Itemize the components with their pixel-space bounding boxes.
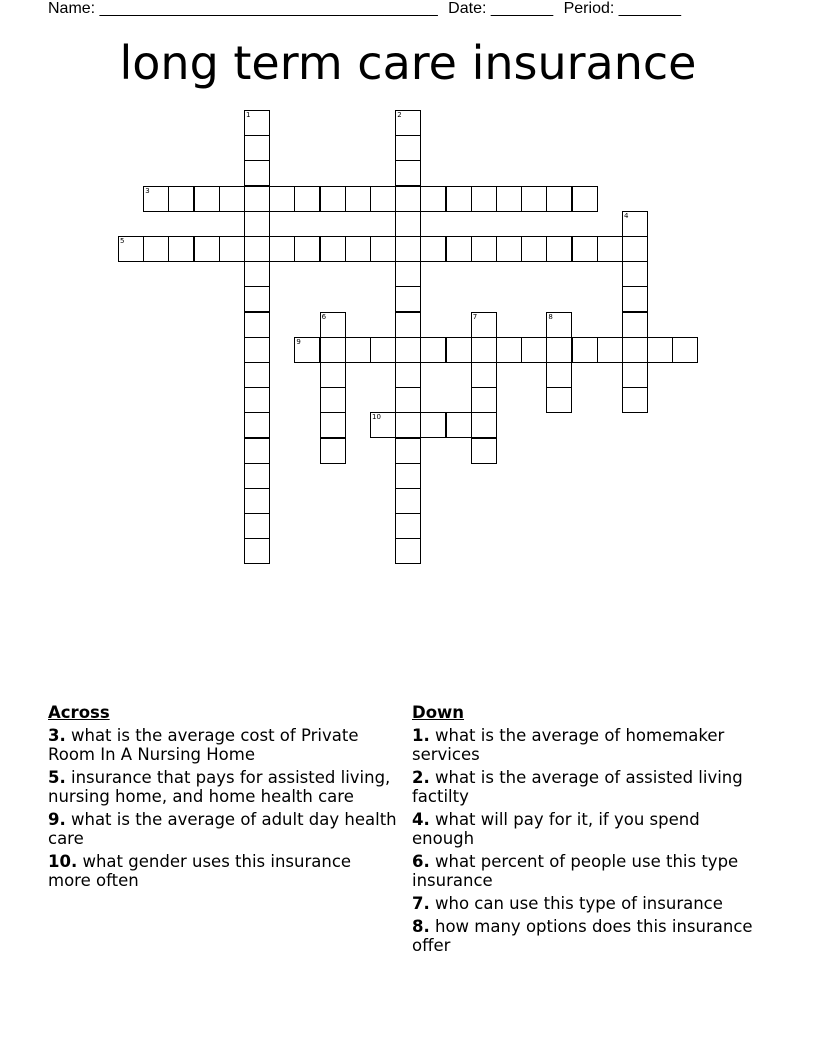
clue-number-8: 8: [548, 312, 553, 321]
grid-cell[interactable]: [370, 236, 396, 262]
clue-down-4: 4. what will pay for it, if you spend enough: [412, 810, 700, 848]
clue-down-6: 6. what percent of people use this type insurance: [412, 852, 739, 890]
grid-cell[interactable]: [244, 513, 270, 539]
grid-cell[interactable]: [345, 186, 371, 212]
grid-cell[interactable]: [395, 286, 421, 312]
grid-cell[interactable]: [294, 186, 320, 212]
name-field[interactable]: Name: ______________________________________: [48, 0, 438, 17]
grid-cell[interactable]: [244, 286, 270, 312]
grid-cell[interactable]: [395, 211, 421, 237]
grid-cell[interactable]: [471, 438, 497, 464]
clue-down-7: 7. who can use this type of insurance: [412, 894, 723, 913]
grid-cell[interactable]: [244, 261, 270, 287]
grid-cell[interactable]: [269, 186, 295, 212]
clue-number-5: 5: [120, 237, 125, 245]
clue-across-9: 9. what is the average of adult day health care: [48, 810, 397, 848]
grid-cell[interactable]: [395, 312, 421, 338]
grid-cell[interactable]: [395, 337, 421, 363]
grid-cell[interactable]: [471, 412, 497, 438]
grid-cell[interactable]: [395, 488, 421, 514]
grid-cell[interactable]: [572, 337, 598, 363]
across-clues: [48, 703, 398, 894]
clue-across-3: 3. what is the average cost of Private Room In A Nursing Home: [48, 726, 359, 764]
grid-cell[interactable]: [420, 412, 446, 438]
across-heading: Across: [48, 703, 110, 722]
grid-cell[interactable]: [244, 438, 270, 464]
grid-cell[interactable]: [320, 387, 346, 413]
grid-cell[interactable]: [370, 186, 396, 212]
date-field[interactable]: Date: _______: [448, 0, 554, 17]
grid-cell[interactable]: [395, 412, 421, 438]
grid-cell[interactable]: [168, 236, 194, 262]
grid-cell[interactable]: [244, 538, 270, 564]
grid-cell[interactable]: [572, 236, 598, 262]
clue-number-4: 4: [624, 211, 629, 220]
grid-cell[interactable]: [320, 186, 346, 212]
grid-cell[interactable]: [269, 236, 295, 262]
clue-number-6: 6: [321, 312, 327, 321]
grid-cell[interactable]: [244, 160, 270, 186]
period-field[interactable]: Period: _______: [563, 0, 682, 17]
grid-cell[interactable]: [244, 186, 270, 212]
clue-across-5: 5. insurance that pays for assisted living, nursing home, and home health care: [48, 768, 391, 806]
grid-cell[interactable]: [244, 211, 270, 237]
grid-cell[interactable]: [471, 186, 497, 212]
grid-cell[interactable]: [521, 236, 547, 262]
grid-cell[interactable]: [244, 387, 270, 413]
grid-cell[interactable]: [546, 236, 572, 262]
grid-cell[interactable]: [546, 186, 572, 212]
grid-cell[interactable]: [622, 312, 648, 338]
puzzle-title: long term care insurance: [119, 36, 697, 90]
down-heading: Down: [412, 703, 465, 722]
grid-cell[interactable]: [546, 387, 572, 413]
grid-cell[interactable]: [647, 337, 673, 363]
grid-cell[interactable]: [244, 135, 270, 161]
grid-cell[interactable]: [244, 312, 270, 338]
grid-cell[interactable]: [395, 261, 421, 287]
grid-cell[interactable]: [143, 236, 169, 262]
clue-number-7: 7: [472, 312, 478, 321]
grid-cell[interactable]: [395, 186, 421, 212]
grid-cell[interactable]: [194, 186, 220, 212]
grid-cell[interactable]: [546, 337, 572, 363]
grid-cell[interactable]: [471, 362, 497, 388]
grid-cell[interactable]: [219, 236, 245, 262]
grid-cell[interactable]: [320, 337, 346, 363]
grid-cell[interactable]: [496, 236, 522, 262]
grid-cell[interactable]: [395, 438, 421, 464]
clue-number-1: 1: [246, 111, 251, 119]
grid-cell[interactable]: [395, 135, 421, 161]
grid-cell[interactable]: [572, 186, 598, 212]
clue-number-2: 2: [397, 111, 402, 119]
grid-cell[interactable]: [345, 236, 371, 262]
grid-cell[interactable]: [320, 362, 346, 388]
grid-cell[interactable]: [446, 337, 472, 363]
grid-cell[interactable]: [194, 236, 220, 262]
grid-cell[interactable]: [471, 337, 497, 363]
grid-cell[interactable]: [320, 438, 346, 464]
grid-cell[interactable]: [370, 337, 396, 363]
grid-cell[interactable]: [219, 186, 245, 212]
grid-cell[interactable]: [521, 337, 547, 363]
down-clues: [412, 703, 767, 959]
grid-cell[interactable]: [345, 337, 371, 363]
grid-cell[interactable]: [244, 236, 270, 262]
grid-cell[interactable]: [672, 337, 698, 363]
grid-cell[interactable]: [622, 362, 648, 388]
grid-cell[interactable]: [471, 387, 497, 413]
grid-cell[interactable]: [420, 186, 446, 212]
clue-number-9: 9: [296, 337, 301, 346]
grid-cell[interactable]: [320, 236, 346, 262]
clue-down-2: 2. what is the average of assisted living factilty: [412, 768, 743, 806]
grid-cell[interactable]: [546, 362, 572, 388]
grid-cell[interactable]: [597, 236, 623, 262]
grid-cell[interactable]: [320, 412, 346, 438]
grid-cell[interactable]: [496, 337, 522, 363]
grid-cell[interactable]: [446, 186, 472, 212]
grid-cell[interactable]: [395, 538, 421, 564]
grid-cell[interactable]: [521, 186, 547, 212]
grid-cell[interactable]: [244, 463, 270, 489]
grid-cell[interactable]: [168, 186, 194, 212]
grid-cell[interactable]: [471, 236, 497, 262]
grid-cell[interactable]: [446, 412, 472, 438]
grid-cell[interactable]: [420, 337, 446, 363]
grid-cell[interactable]: [420, 236, 446, 262]
grid-cell[interactable]: [244, 362, 270, 388]
grid-cell[interactable]: [496, 186, 522, 212]
clue-across-10: 10. what gender uses this insurance more often: [48, 852, 352, 890]
clue-down-1: 1. what is the average of homemaker services: [412, 726, 725, 764]
clue-number-10: 10: [372, 413, 381, 422]
grid-cell[interactable]: [622, 337, 648, 363]
grid-cell[interactable]: [244, 337, 270, 363]
grid-cell[interactable]: [622, 261, 648, 287]
grid-cell[interactable]: [294, 236, 320, 262]
clue-down-8: 8. how many options does this insurance offer: [412, 917, 753, 955]
grid-cell[interactable]: [395, 362, 421, 388]
grid-cell[interactable]: [622, 286, 648, 312]
grid-cell[interactable]: [244, 412, 270, 438]
grid-cell[interactable]: [244, 488, 270, 514]
grid-cell[interactable]: [395, 513, 421, 539]
grid-cell[interactable]: [446, 236, 472, 262]
grid-cell[interactable]: [395, 463, 421, 489]
grid-cell[interactable]: [395, 387, 421, 413]
grid-cell[interactable]: [597, 337, 623, 363]
grid-cell[interactable]: [622, 236, 648, 262]
grid-cell[interactable]: [622, 387, 648, 413]
grid-cell[interactable]: [395, 160, 421, 186]
clue-number-3: 3: [145, 186, 150, 195]
grid-cell[interactable]: [395, 236, 421, 262]
